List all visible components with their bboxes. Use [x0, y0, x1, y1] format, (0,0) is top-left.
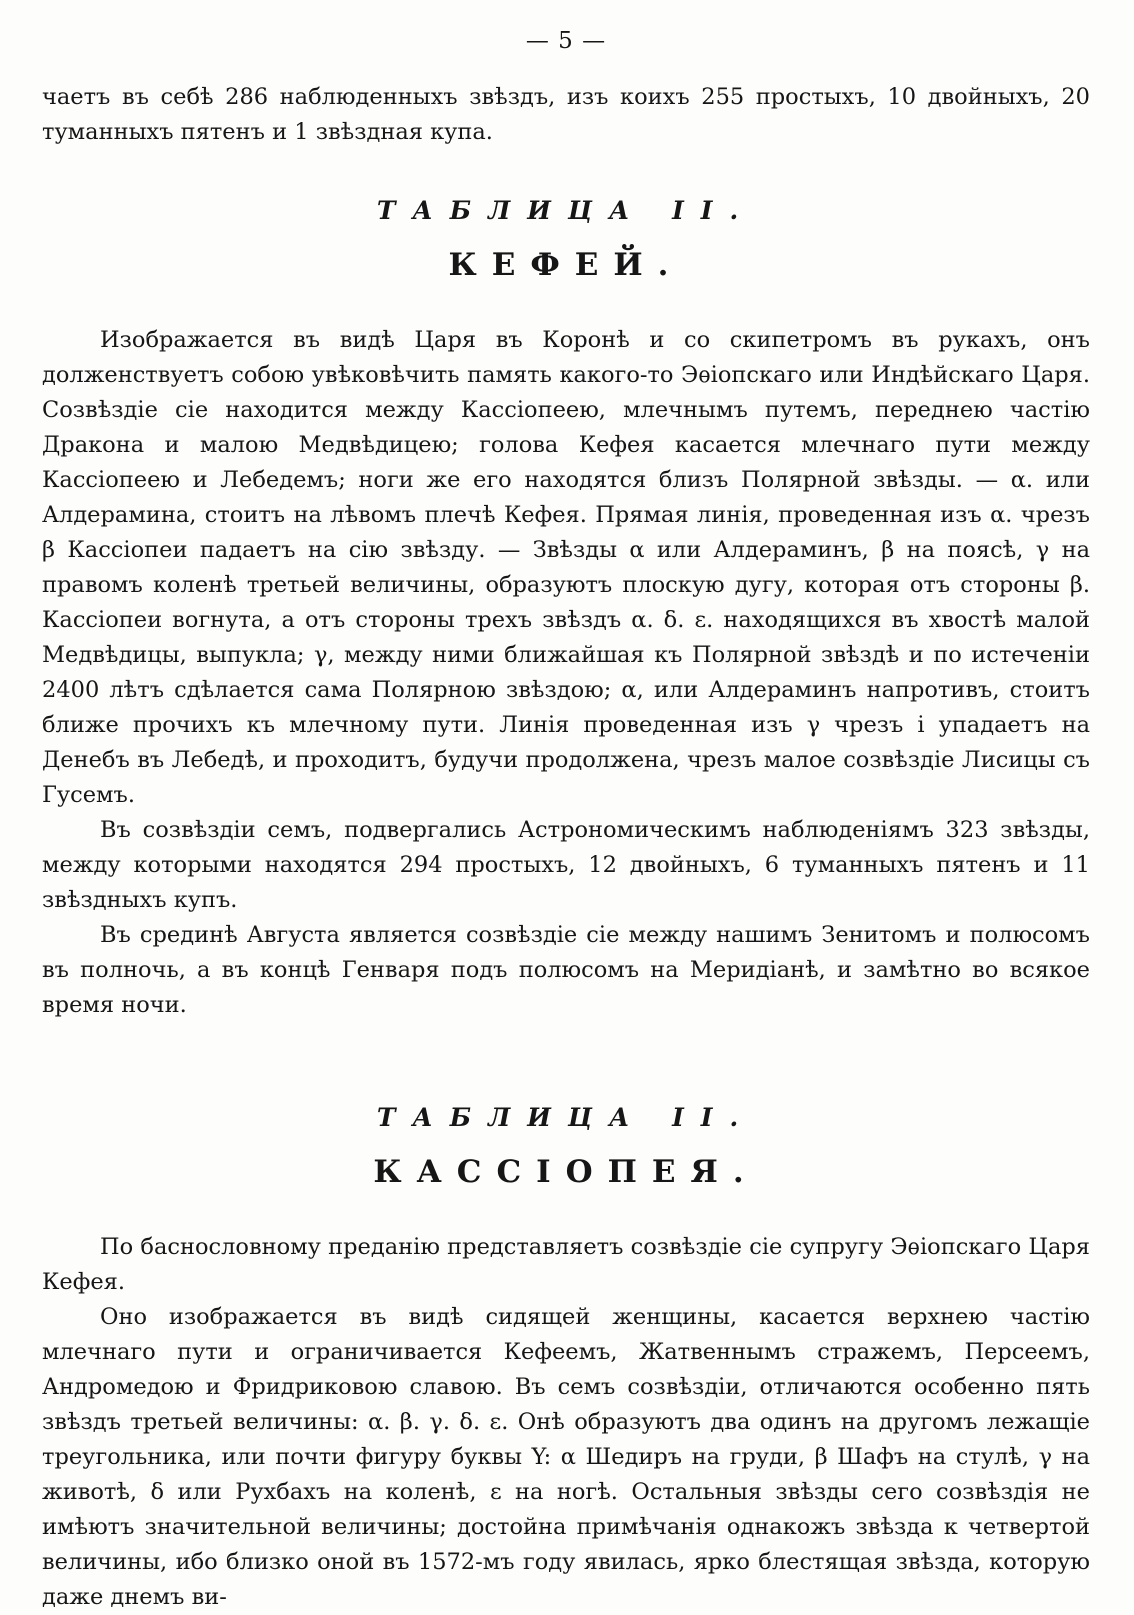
- section1-title: КЕФЕЙ.: [448, 247, 684, 283]
- section2-paragraph-2: Оно изображается въ видѣ сидящей женщины, касается верхнею частію млечнаго пути и ограничивается Кефеемъ, Жатвеннымъ стражемъ, Персеемъ, Андромедою и Фридриковою славою. Въ семъ созвѣздіи, отличаются особенно пять звѣздъ третьей величины: α. β. γ. δ. ε. Онѣ образуютъ два одинъ на другомъ лежащіе треугольника, или почти фигуру буквы Y: α Шедиръ на груди, β Шафъ на стулѣ, γ на животѣ, δ или Рухбахъ на коленѣ, ε на ногѣ. Остальныя звѣзды сего созвѣздія не имѣютъ значительной величины; достойна примѣчанія однакожъ звѣзда κ четвертой величины, ибо близко оной въ 1572-мъ году явилась, ярко блестящая звѣзда, которую даже днемъ ви-: [42, 1304, 1090, 1610]
- section1-paragraph-2: Въ созвѣздіи семъ, подвергались Астрономическимъ наблюденіямъ 323 звѣзды, между которыми находятся 294 простыхъ, 12 двойныхъ, 6 туманныхъ пятенъ и 11 звѣздныхъ купъ.: [42, 817, 1090, 913]
- section2-paragraph-1: По баснословному преданію представляетъ созвѣздіе сіе супругу Эѳіопскаго Царя Кефея.: [42, 1234, 1090, 1295]
- section1-paragraph-3: Въ срединѣ Августа является созвѣздіе сіе между нашимъ Зенитомъ и полюсомъ въ полночь, а въ концѣ Генваря подъ полюсомъ на Меридіанѣ, и замѣтно во всякое время ночи.: [42, 922, 1090, 1018]
- page-number: — 5 —: [525, 28, 607, 54]
- section2-table-label: ТАБЛИЦА II.: [376, 1103, 756, 1132]
- section1-paragraph-1: Изображается въ видѣ Царя въ Коронѣ и со скипетромъ въ рукахъ, онъ долженствуетъ собою увѣковѣчить память какого-то Эѳіопскаго или Индѣйскаго Царя. Созвѣздіе сіе находится между Кассіопеею, млечнымъ путемъ, переднею частію Дракона и малою Медвѣдицею; голова Кефея касается млечнаго пути между Кассіопеею и Лебедемъ; ноги же его находятся близъ Полярной звѣзды. — α. или Алдерамина, стоитъ на лѣвомъ плечѣ Кефея. Прямая линія, проведенная изъ α. чрезъ β Кассіопеи падаетъ на сію звѣзду. — Звѣзды α или Алдераминъ, β на поясѣ, γ на правомъ коленѣ третьей величины, образуютъ плоскую дугу, которая отъ стороны β. Кассіопеи вогнута, а отъ стороны трехъ звѣздъ α. δ. ε. находящихся въ хвостѣ малой Медвѣдицы, выпукла; γ, между ними ближайшая къ Полярной звѣздѣ и по истеченіи 2400 лѣтъ сдѣлается сама Полярною звѣздою; α, или Алдераминъ напротивъ, стоитъ ближе прочихъ къ млечному пути. Линія проведенная изъ γ чрезъ і упадаетъ на Денебъ въ Лебедѣ, и проходитъ, будучи продолжена, чрезъ малое созвѣздіе Лисицы съ Гусемъ.: [42, 327, 1090, 808]
- section1-table-label: ТАБЛИЦА II.: [376, 196, 756, 225]
- section2-title: КАССІОПЕЯ.: [373, 1154, 759, 1190]
- opening-text: чаетъ въ себѣ 286 наблюденныхъ звѣздъ, изъ коихъ 255 простыхъ, 10 двойныхъ, 20 туманныхъ пятенъ и 1 звѣздная купа.: [42, 84, 1090, 145]
